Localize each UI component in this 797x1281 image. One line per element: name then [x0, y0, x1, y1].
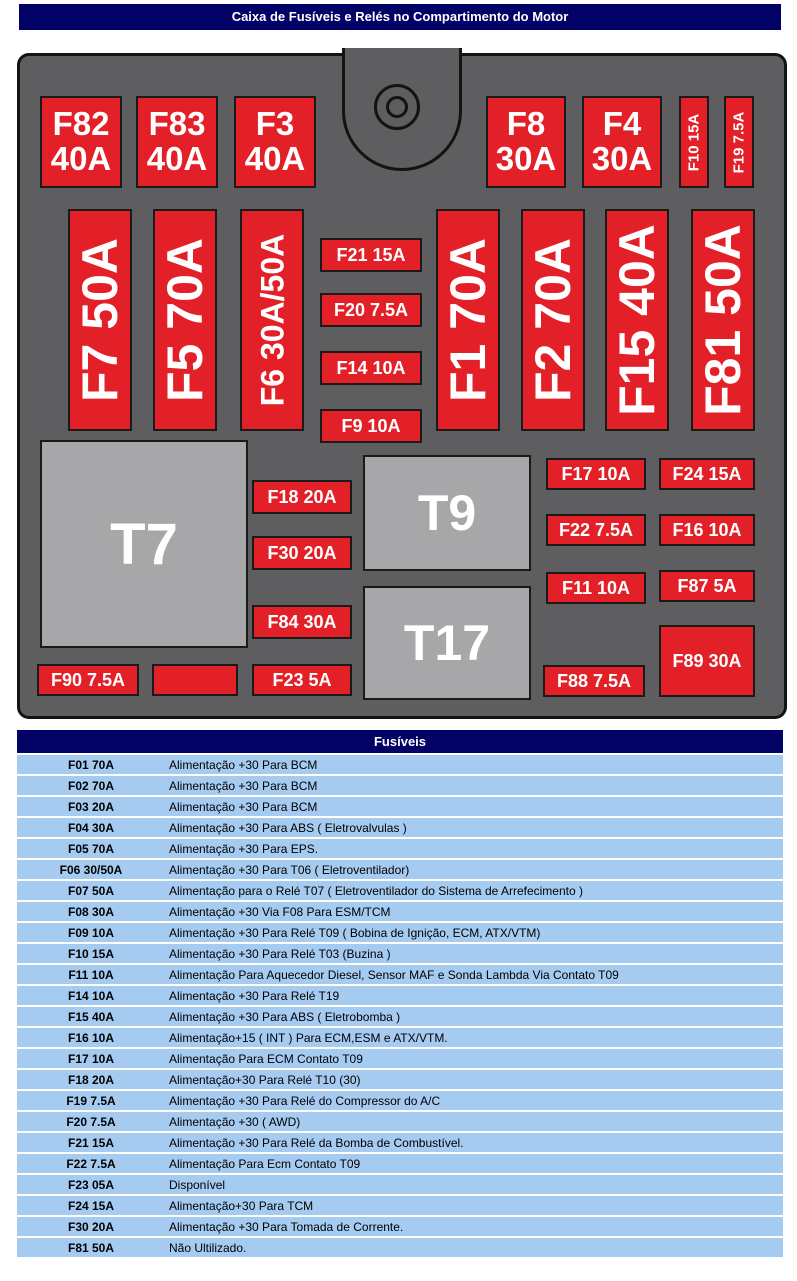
fuse-code-cell: F10 15A [17, 943, 165, 964]
fuse-code-cell: F04 30A [17, 817, 165, 838]
table-row [17, 1153, 783, 1174]
fuse-code-cell: F05 70A [17, 838, 165, 859]
table-row [17, 880, 783, 901]
fuse-f6: F6 30A/50A [240, 209, 304, 431]
fuse-f4: F4 30A [582, 96, 662, 188]
fuse-f90: F90 7.5A [37, 664, 139, 696]
fuse-description-cell: Alimentação +30 Para Relé T09 ( Bobina de Ignição, ECM, ATX/VTM) [165, 922, 783, 943]
table-row [17, 985, 783, 1006]
fuse-f15: F15 40A [605, 209, 669, 431]
fuse-code-cell: F03 20A [17, 796, 165, 817]
fuse-code-cell: F01 70A [17, 754, 165, 775]
table-body [17, 754, 783, 1257]
table-row [17, 796, 783, 817]
fuse-code-cell: F17 10A [17, 1048, 165, 1069]
relay-t7: T7 [40, 440, 248, 648]
fuse-f14: F14 10A [320, 351, 422, 385]
fuse-f83: F83 40A [136, 96, 218, 188]
fuse-code-cell: F22 7.5A [17, 1153, 165, 1174]
fuse-description-cell: Alimentação +30 Para Tomada de Corrente. [165, 1216, 783, 1237]
fuse-description-cell: Alimentação +30 Para T06 ( Eletroventilador) [165, 859, 783, 880]
table-row [17, 754, 783, 775]
fuse-description-cell: Alimentação +30 Para Relé T03 (Buzina ) [165, 943, 783, 964]
table-row [17, 1090, 783, 1111]
fuse-description-cell: Disponível [165, 1174, 783, 1195]
fuse-f24: F24 15A [659, 458, 755, 490]
fuse-f7: F7 50A [68, 209, 132, 431]
table-row [17, 859, 783, 880]
table-row [17, 1111, 783, 1132]
fuse-description-cell: Alimentação +30 Para Relé T19 [165, 985, 783, 1006]
fuse-f16: F16 10A [659, 514, 755, 546]
fuse-description-cell: Alimentação +30 Para Relé do Compressor do A/C [165, 1090, 783, 1111]
fuse-description-cell: Alimentação Para Ecm Contato T09 [165, 1153, 783, 1174]
fuse-f22: F22 7.5A [546, 514, 646, 546]
relay-t9: T9 [363, 455, 531, 571]
fuse-code-cell: F08 30A [17, 901, 165, 922]
fuse-description-cell: Alimentação+30 Para TCM [165, 1195, 783, 1216]
table-row [17, 901, 783, 922]
table-row [17, 817, 783, 838]
fuse-description-cell: Alimentação +30 Para BCM [165, 775, 783, 796]
fuse-code-cell: F14 10A [17, 985, 165, 1006]
table-row [17, 922, 783, 943]
fuse-f87: F87 5A [659, 570, 755, 602]
fuse-f20: F20 7.5A [320, 293, 422, 327]
fuse-f3: F3 40A [234, 96, 316, 188]
fuse-description-cell: Alimentação+30 Para Relé T10 (30) [165, 1069, 783, 1090]
fuse-code-cell: F06 30/50A [17, 859, 165, 880]
fuse-code-cell: F19 7.5A [17, 1090, 165, 1111]
fuse-description-cell: Alimentação Para Aquecedor Diesel, Sensor MAF e Sonda Lambda Via Contato T09 [165, 964, 783, 985]
fuse-description-cell: Alimentação +30 Para BCM [165, 754, 783, 775]
fuse-code-cell: F09 10A [17, 922, 165, 943]
fuse-f8: F8 30A [486, 96, 566, 188]
table-row [17, 1048, 783, 1069]
fuse-f84: F84 30A [252, 605, 352, 639]
fuse-code-cell: F23 05A [17, 1174, 165, 1195]
fuse-code-cell: F24 15A [17, 1195, 165, 1216]
fuse-description-cell: Alimentação +30 Via F08 Para ESM/TCM [165, 901, 783, 922]
fuse-description-cell: Não Ultilizado. [165, 1237, 783, 1257]
table-row [17, 775, 783, 796]
fuse-f2: F2 70A [521, 209, 585, 431]
fuse-description-cell: Alimentação +30 Para ABS ( Eletrobomba ) [165, 1006, 783, 1027]
fuse-description-cell: Alimentação+15 ( INT ) Para ECM,ESM e ATX/VTM. [165, 1027, 783, 1048]
fuse-f82: F82 40A [40, 96, 122, 188]
table-row [17, 1174, 783, 1195]
fuse-f23: F23 5A [252, 664, 352, 696]
fuse-f1: F1 70A [436, 209, 500, 431]
fuse-description-cell: Alimentação +30 Para BCM [165, 796, 783, 817]
fuse-description-cell: Alimentação +30 Para ABS ( Eletrovalvulas ) [165, 817, 783, 838]
table-row [17, 964, 783, 985]
table-row [17, 943, 783, 964]
fuse-code-cell: F20 7.5A [17, 1111, 165, 1132]
fuse-f21: F21 15A [320, 238, 422, 272]
table-row [17, 1027, 783, 1048]
fuse-code-cell: F02 70A [17, 775, 165, 796]
table-row [17, 838, 783, 859]
fuse-description-cell: Alimentação Para ECM Contato T09 [165, 1048, 783, 1069]
fuse-f88: F88 7.5A [543, 665, 645, 697]
fuse-table [17, 730, 783, 1257]
fuse-f81: F81 50A [691, 209, 755, 431]
screw-icon [374, 84, 420, 130]
fuse-code-cell: F30 20A [17, 1216, 165, 1237]
relay-t17: T17 [363, 586, 531, 700]
table-row [17, 1237, 783, 1257]
fuse-code-cell: F81 50A [17, 1237, 165, 1257]
fuse-f89: F89 30A [659, 625, 755, 697]
table-header: Fusíveis [17, 730, 783, 754]
table-row [17, 1195, 783, 1216]
page-title: Caixa de Fusíveis e Relés no Compartimento do Motor [19, 4, 781, 30]
fuse-description-cell: Alimentação para o Relé T07 ( Eletroventilador do Sistema de Arrefecimento ) [165, 880, 783, 901]
fuse-description-cell: Alimentação +30 Para EPS. [165, 838, 783, 859]
fuse-f18: F18 20A [252, 480, 352, 514]
table-row [17, 1069, 783, 1090]
table-row [17, 1216, 783, 1237]
table-row [17, 1006, 783, 1027]
fuse-code-cell: F15 40A [17, 1006, 165, 1027]
table-row [17, 1132, 783, 1153]
fuse-code-cell: F16 10A [17, 1027, 165, 1048]
fuse-description-cell: Alimentação +30 Para Relé da Bomba de Combustível. [165, 1132, 783, 1153]
fuse-f19: F19 7.5A [724, 96, 754, 188]
fuse-f11: F11 10A [546, 572, 646, 604]
fuse-description-cell: Alimentação +30 ( AWD) [165, 1111, 783, 1132]
fuse-code-cell: F21 15A [17, 1132, 165, 1153]
fuse-f30: F30 20A [252, 536, 352, 570]
fuse-f9: F9 10A [320, 409, 422, 443]
fuse-f5: F5 70A [153, 209, 217, 431]
fuse-code-cell: F07 50A [17, 880, 165, 901]
fuse-unlabeled [152, 664, 238, 696]
fuse-f17: F17 10A [546, 458, 646, 490]
fuse-f10: F10 15A [679, 96, 709, 188]
fuse-code-cell: F11 10A [17, 964, 165, 985]
fuse-code-cell: F18 20A [17, 1069, 165, 1090]
